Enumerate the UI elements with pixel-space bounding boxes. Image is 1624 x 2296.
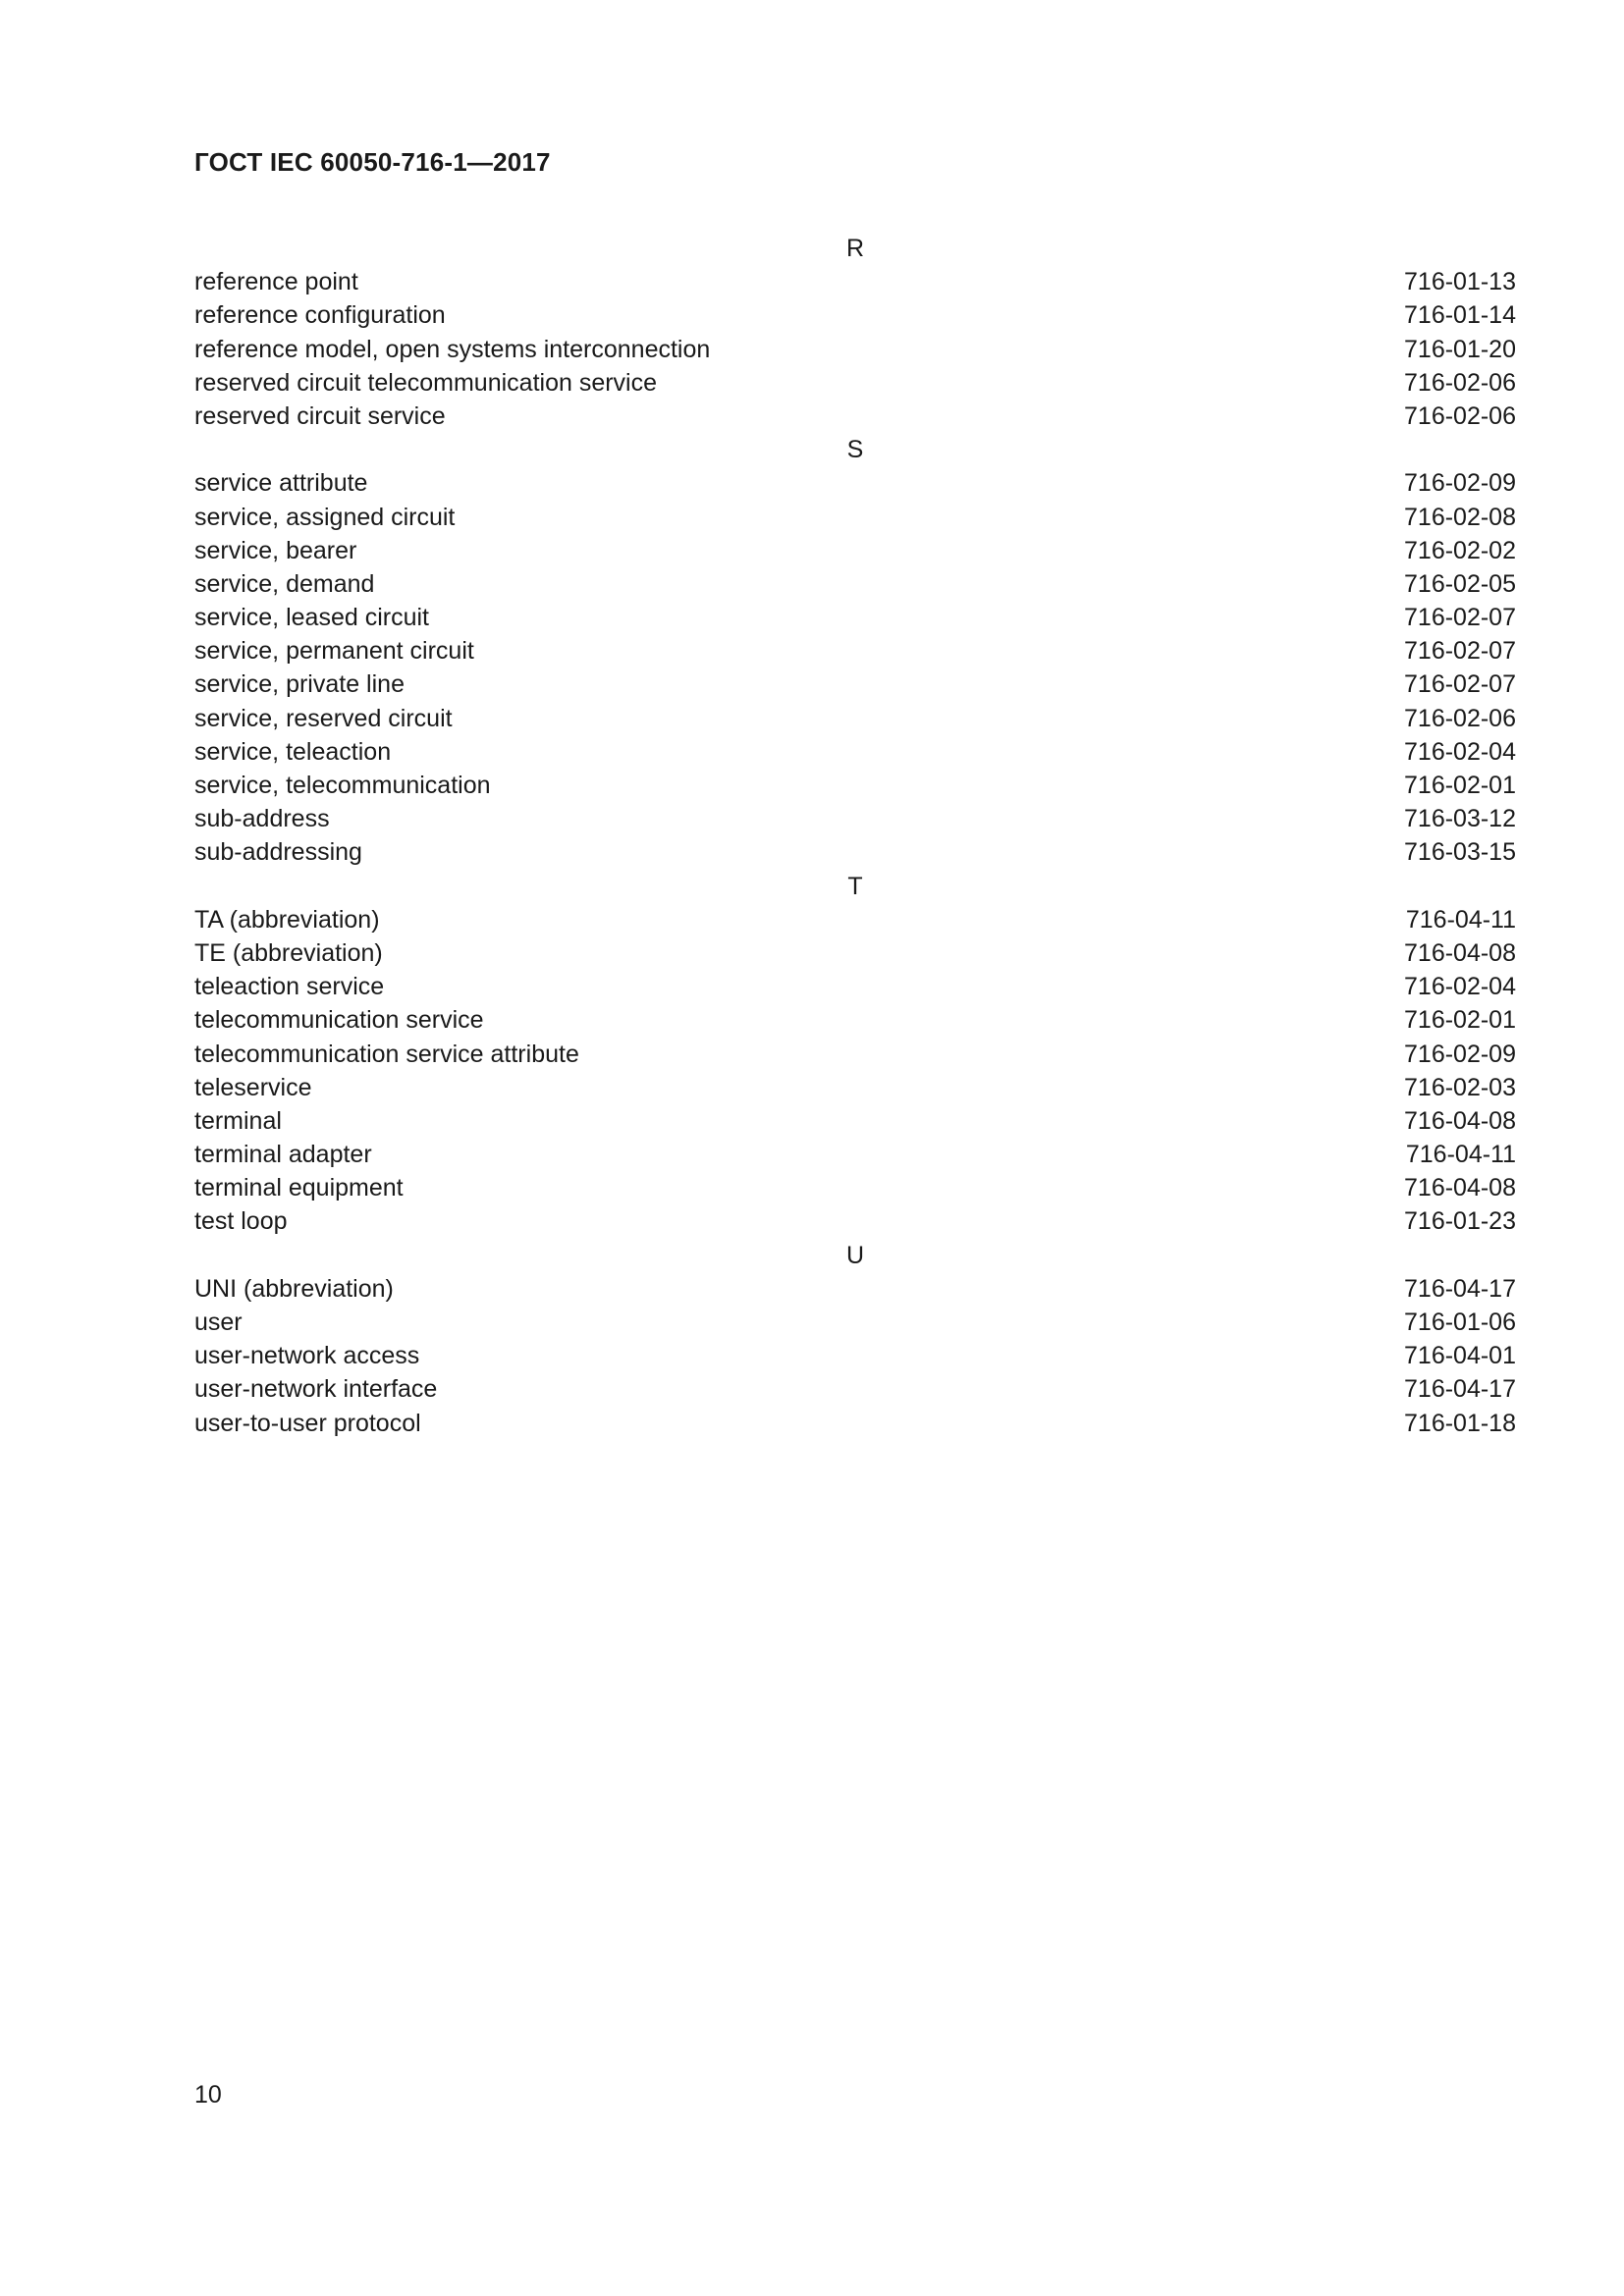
index-entry bbox=[194, 936, 1516, 970]
index-entry bbox=[194, 735, 1516, 769]
index-reference: 716-04-01 bbox=[1404, 1342, 1516, 1370]
index-term: reserved circuit service bbox=[194, 401, 446, 430]
index-entry bbox=[194, 903, 1516, 936]
index-term: reference model, open systems interconnection bbox=[194, 335, 711, 363]
index-reference: 716-04-08 bbox=[1404, 938, 1516, 967]
document-header: ГОСТ IEC 60050-716-1—2017 bbox=[194, 147, 551, 177]
index-entry bbox=[194, 1138, 1516, 1171]
index-entry bbox=[194, 667, 1516, 701]
index-reference: 716-02-01 bbox=[1404, 772, 1516, 799]
index-reference: 716-02-06 bbox=[1404, 401, 1516, 430]
index-term: service, bearer bbox=[194, 536, 357, 564]
index-reference: 716-04-08 bbox=[1404, 1174, 1516, 1202]
index-reference: 716-02-07 bbox=[1404, 637, 1516, 666]
index-entry bbox=[194, 366, 1516, 400]
index-term: UNI (abbreviation) bbox=[194, 1274, 394, 1303]
index-reference: 716-04-17 bbox=[1404, 1375, 1516, 1404]
index-term: sub-addressing bbox=[194, 838, 362, 867]
index-reference: 716-03-12 bbox=[1404, 805, 1516, 833]
index-entry bbox=[194, 400, 1516, 433]
index-reference: 716-04-08 bbox=[1404, 1106, 1516, 1135]
index-entry bbox=[194, 1407, 1516, 1440]
index-letter-heading: U bbox=[845, 1241, 865, 1269]
index-reference: 716-04-17 bbox=[1404, 1274, 1516, 1303]
index-reference: 716-02-04 bbox=[1404, 737, 1516, 766]
index-entry bbox=[194, 534, 1516, 567]
index-term: service, private line bbox=[194, 670, 405, 699]
index-term: teleaction service bbox=[194, 973, 385, 1001]
index-term: teleservice bbox=[194, 1073, 312, 1101]
index-reference: 716-02-01 bbox=[1404, 1006, 1516, 1035]
index-term: reference point bbox=[194, 268, 358, 296]
index-reference: 716-01-18 bbox=[1404, 1409, 1516, 1437]
index-term: test loop bbox=[194, 1207, 288, 1236]
index-term: service attribute bbox=[194, 469, 368, 498]
index-term: terminal adapter bbox=[194, 1141, 372, 1169]
index-entry bbox=[194, 1071, 1516, 1104]
index-entry bbox=[194, 567, 1516, 601]
index-entry bbox=[194, 466, 1516, 500]
index-reference: 716-01-20 bbox=[1404, 335, 1516, 363]
index-reference: 716-03-15 bbox=[1404, 838, 1516, 867]
index-letter-heading: R bbox=[845, 235, 865, 262]
index-term: reserved circuit telecommunication service bbox=[194, 368, 658, 397]
index-entry bbox=[194, 835, 1516, 869]
index-term: terminal bbox=[194, 1106, 282, 1135]
index-term: service, teleaction bbox=[194, 737, 392, 766]
index-reference: 716-02-07 bbox=[1404, 604, 1516, 632]
index-entry bbox=[194, 1038, 1516, 1071]
index-entry bbox=[194, 1171, 1516, 1204]
index-term: telecommunication service attribute bbox=[194, 1040, 579, 1068]
index-entry bbox=[194, 1204, 1516, 1238]
index-term: user-network interface bbox=[194, 1375, 438, 1404]
index-reference: 716-04-11 bbox=[1405, 1141, 1516, 1169]
index-letter-heading: S bbox=[846, 436, 864, 464]
index-reference: 716-02-05 bbox=[1404, 569, 1516, 598]
page-number: 10 bbox=[194, 2081, 222, 2109]
index-reference: 716-01-23 bbox=[1404, 1207, 1516, 1236]
alphabetical-index bbox=[194, 232, 1516, 1440]
index-reference: 716-02-02 bbox=[1404, 536, 1516, 564]
index-entry bbox=[194, 634, 1516, 667]
index-reference: 716-02-09 bbox=[1404, 469, 1516, 498]
index-term: TE (abbreviation) bbox=[194, 938, 383, 967]
index-term: reference configuration bbox=[194, 301, 446, 330]
index-entry bbox=[194, 769, 1516, 802]
index-entry bbox=[194, 1372, 1516, 1406]
index-term: user bbox=[194, 1308, 243, 1336]
index-term: service, permanent circuit bbox=[194, 637, 474, 666]
index-term: service, telecommunication bbox=[194, 772, 491, 799]
index-term: service, demand bbox=[194, 569, 375, 598]
index-entry bbox=[194, 601, 1516, 634]
index-term: telecommunication service bbox=[194, 1006, 484, 1035]
index-reference: 716-02-09 bbox=[1404, 1040, 1516, 1068]
index-entry bbox=[194, 1339, 1516, 1372]
index-entry bbox=[194, 802, 1516, 835]
index-term: TA (abbreviation) bbox=[194, 905, 380, 934]
index-entry bbox=[194, 333, 1516, 366]
index-entry bbox=[194, 265, 1516, 298]
index-term: sub-address bbox=[194, 805, 330, 833]
index-reference: 716-02-06 bbox=[1404, 368, 1516, 397]
index-reference: 716-04-11 bbox=[1405, 905, 1516, 934]
index-entry bbox=[194, 501, 1516, 534]
index-entry bbox=[194, 1272, 1516, 1306]
index-term: service, assigned circuit bbox=[194, 503, 456, 531]
index-reference: 716-01-06 bbox=[1404, 1308, 1516, 1336]
index-entry bbox=[194, 1003, 1516, 1037]
index-reference: 716-02-04 bbox=[1404, 973, 1516, 1001]
index-entry bbox=[194, 298, 1516, 332]
index-term: user-network access bbox=[194, 1342, 420, 1370]
index-entry bbox=[194, 970, 1516, 1003]
index-term: user-to-user protocol bbox=[194, 1409, 421, 1437]
index-term: service, reserved circuit bbox=[194, 704, 453, 732]
index-term: service, leased circuit bbox=[194, 604, 429, 632]
index-reference: 716-02-07 bbox=[1404, 670, 1516, 699]
index-entry bbox=[194, 1104, 1516, 1138]
index-term: terminal equipment bbox=[194, 1174, 404, 1202]
index-entry bbox=[194, 702, 1516, 735]
index-reference: 716-02-03 bbox=[1404, 1073, 1516, 1101]
index-letter-heading: T bbox=[847, 872, 863, 900]
index-reference: 716-02-08 bbox=[1404, 503, 1516, 531]
index-entry bbox=[194, 1306, 1516, 1339]
index-reference: 716-01-14 bbox=[1404, 301, 1516, 330]
index-reference: 716-01-13 bbox=[1404, 268, 1516, 296]
index-reference: 716-02-06 bbox=[1404, 704, 1516, 732]
